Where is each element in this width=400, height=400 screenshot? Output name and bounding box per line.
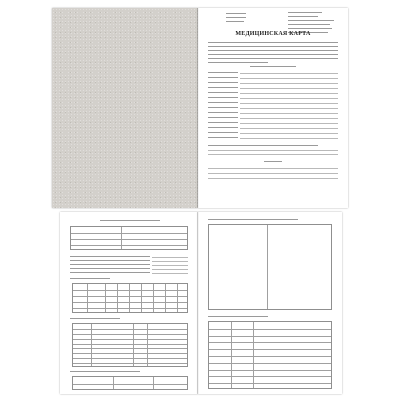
text-line	[70, 256, 150, 257]
entry-line	[240, 138, 338, 139]
form-inner-right-page	[198, 212, 342, 394]
text-line	[288, 24, 330, 25]
text-line	[208, 58, 338, 59]
table-column-line	[113, 377, 114, 389]
text-line	[208, 42, 338, 43]
table-row-line	[209, 383, 331, 384]
entry-line	[240, 123, 338, 124]
entry-line	[240, 103, 338, 104]
entry-line	[208, 168, 338, 169]
form-table	[208, 224, 332, 310]
form-front-page	[198, 8, 348, 208]
text-line	[208, 92, 238, 93]
entry-line	[240, 88, 338, 89]
form-title: МЕДИЦИНСКАЯ КАРТА	[235, 31, 311, 37]
entry-line	[240, 133, 338, 134]
text-line	[70, 264, 150, 265]
text-line	[264, 161, 282, 162]
text-line	[208, 50, 338, 51]
table-row-line	[209, 356, 331, 357]
text-line	[208, 54, 338, 55]
text-line	[208, 77, 238, 78]
entry-line	[208, 150, 338, 151]
table-row-line	[73, 384, 187, 385]
entry-line	[240, 93, 338, 94]
text-line	[208, 102, 238, 103]
entry-line	[240, 98, 338, 99]
table-row-line	[73, 308, 187, 309]
table-column-line	[117, 284, 118, 312]
text-line	[226, 21, 244, 22]
table-column-line	[165, 284, 166, 312]
page-gutter-shadow	[197, 212, 199, 394]
table-row-line	[209, 349, 331, 350]
text-line	[208, 316, 268, 317]
table-column-line	[121, 227, 122, 249]
entry-line	[152, 265, 188, 266]
entry-line	[240, 113, 338, 114]
text-line	[208, 137, 238, 138]
text-line	[208, 117, 238, 118]
text-line	[208, 62, 268, 63]
entry-line	[240, 108, 338, 109]
entry-line	[152, 273, 188, 274]
text-line	[208, 97, 238, 98]
table-row-line	[209, 342, 331, 343]
table-row-line	[71, 239, 187, 240]
table-column-line	[231, 322, 232, 388]
entry-line	[208, 154, 338, 155]
text-line	[70, 318, 120, 319]
text-line	[288, 16, 318, 17]
form-table	[72, 323, 188, 367]
page-gutter-shadow	[197, 8, 199, 208]
table-column-line	[87, 284, 88, 312]
table-column-line	[91, 324, 92, 366]
text-line	[208, 72, 238, 73]
table-row-line	[209, 370, 331, 371]
text-line	[70, 260, 150, 261]
table-column-line	[177, 284, 178, 312]
text-line	[70, 278, 110, 279]
table-row-line	[71, 233, 187, 234]
form-table	[70, 226, 188, 250]
text-line	[208, 132, 238, 133]
text-line	[250, 66, 296, 67]
form-table	[72, 376, 188, 390]
entry-line	[240, 128, 338, 129]
text-line	[208, 122, 238, 123]
table-column-line	[133, 324, 134, 366]
entry-line	[208, 178, 338, 179]
text-line	[288, 28, 332, 29]
entry-line	[152, 269, 188, 270]
form-table	[72, 283, 188, 313]
text-line	[208, 219, 298, 220]
text-line	[288, 20, 334, 21]
table-column-line	[153, 377, 154, 389]
text-line	[70, 268, 150, 269]
table-column-line	[153, 284, 154, 312]
table-row-line	[209, 336, 331, 337]
entry-line	[152, 261, 188, 262]
text-line	[208, 82, 238, 83]
entry-line	[208, 173, 338, 174]
table-row-line	[73, 290, 187, 291]
text-line	[208, 127, 238, 128]
text-line	[208, 107, 238, 108]
table-row-line	[209, 329, 331, 330]
table-column-line	[147, 324, 148, 366]
entry-line	[240, 83, 338, 84]
table-column-line	[105, 284, 106, 312]
table-row-line	[73, 296, 187, 297]
text-line	[208, 46, 338, 47]
text-line	[70, 272, 150, 273]
table-row-line	[73, 302, 187, 303]
table-column-line	[141, 284, 142, 312]
text-line	[226, 17, 246, 18]
table-column-line	[129, 284, 130, 312]
text-line	[100, 220, 160, 221]
table-row-line	[209, 376, 331, 377]
entry-line	[152, 257, 188, 258]
text-line	[226, 13, 246, 14]
text-line	[70, 371, 140, 372]
entry-line	[240, 78, 338, 79]
text-line	[288, 12, 322, 13]
text-line	[208, 145, 318, 146]
table-row-line	[71, 245, 187, 246]
text-line	[208, 87, 238, 88]
entry-line	[240, 118, 338, 119]
form-inner-left-page	[60, 212, 198, 394]
card-cover	[52, 8, 198, 208]
table-column-line	[267, 225, 268, 309]
table-row-line	[209, 363, 331, 364]
table-column-line	[253, 322, 254, 388]
form-table	[208, 321, 332, 389]
text-line	[208, 112, 238, 113]
entry-line	[240, 73, 338, 74]
